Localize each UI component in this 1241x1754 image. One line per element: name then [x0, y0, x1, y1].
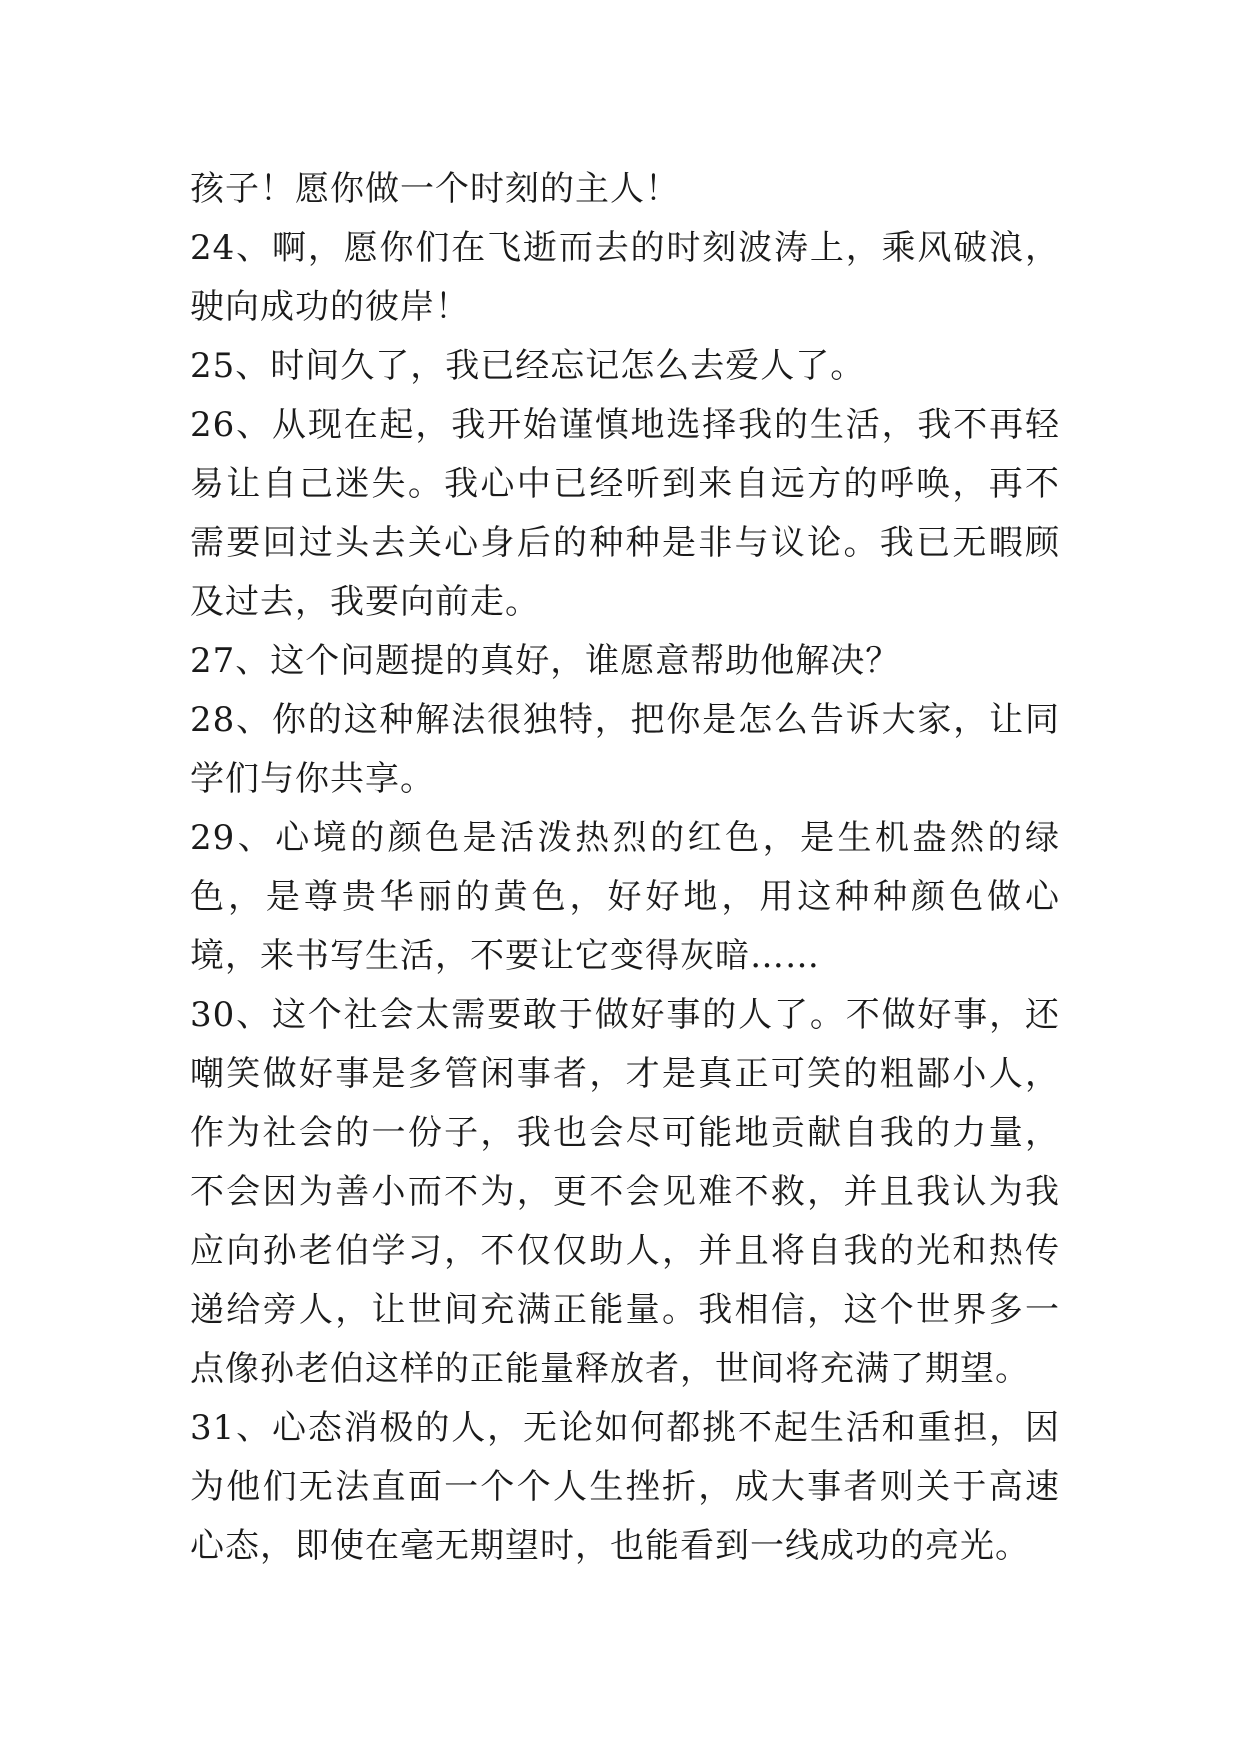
paragraph: 24、啊，愿你们在飞逝而去的时刻波涛上，乘风破浪，驶向成功的彼岸！: [190, 228, 1060, 327]
paragraph: 26、从现在起，我开始谨慎地选择我的生活，我不再轻易让自己迷失。我心中已经听到来自远方的呼唤，再不需要回过头去关心身后的种种是非与议论。我已无暇顾及过去，我要向前走。: [190, 405, 1060, 622]
paragraph: 29、心境的颜色是活泼热烈的红色，是生机盎然的绿色，是尊贵华丽的黄色，好好地，用这种种颜色做心境，来书写生活，不要让它变得灰暗……: [190, 818, 1060, 976]
paragraph: 27、这个问题提的真好，谁愿意帮助他解决？: [190, 641, 901, 681]
paragraph: 31、心态消极的人，无论如何都挑不起生活和重担，因为他们无法直面一个个人生挫折，成大事者则关于高速心态，即使在毫无期望时，也能看到一线成功的亮光。: [190, 1408, 1060, 1566]
paragraph: 28、你的这种解法很独特，把你是怎么告诉大家，让同学们与你共享。: [190, 700, 1060, 799]
paragraph: 孩子！愿你做一个时刻的主人！: [190, 169, 680, 209]
paragraph: 25、时间久了，我已经忘记怎么去爱人了。: [190, 346, 866, 386]
paragraph: 30、这个社会太需要敢于做好事的人了。不做好事，还嘲笑做好事是多管闲事者，才是真正可笑的粗鄙小人，作为社会的一份子，我也会尽可能地贡献自我的力量，不会因为善小而不为，更不会见难不救，并且我认为我应向孙老伯学习，不仅仅助人，并且将自我的光和热传递给旁人，让世间充满正能量。我相信，这个世界多一点像孙老伯这样的正能量释放者，世间将充满了期望。: [190, 995, 1060, 1389]
document-body: [190, 160, 1060, 1576]
